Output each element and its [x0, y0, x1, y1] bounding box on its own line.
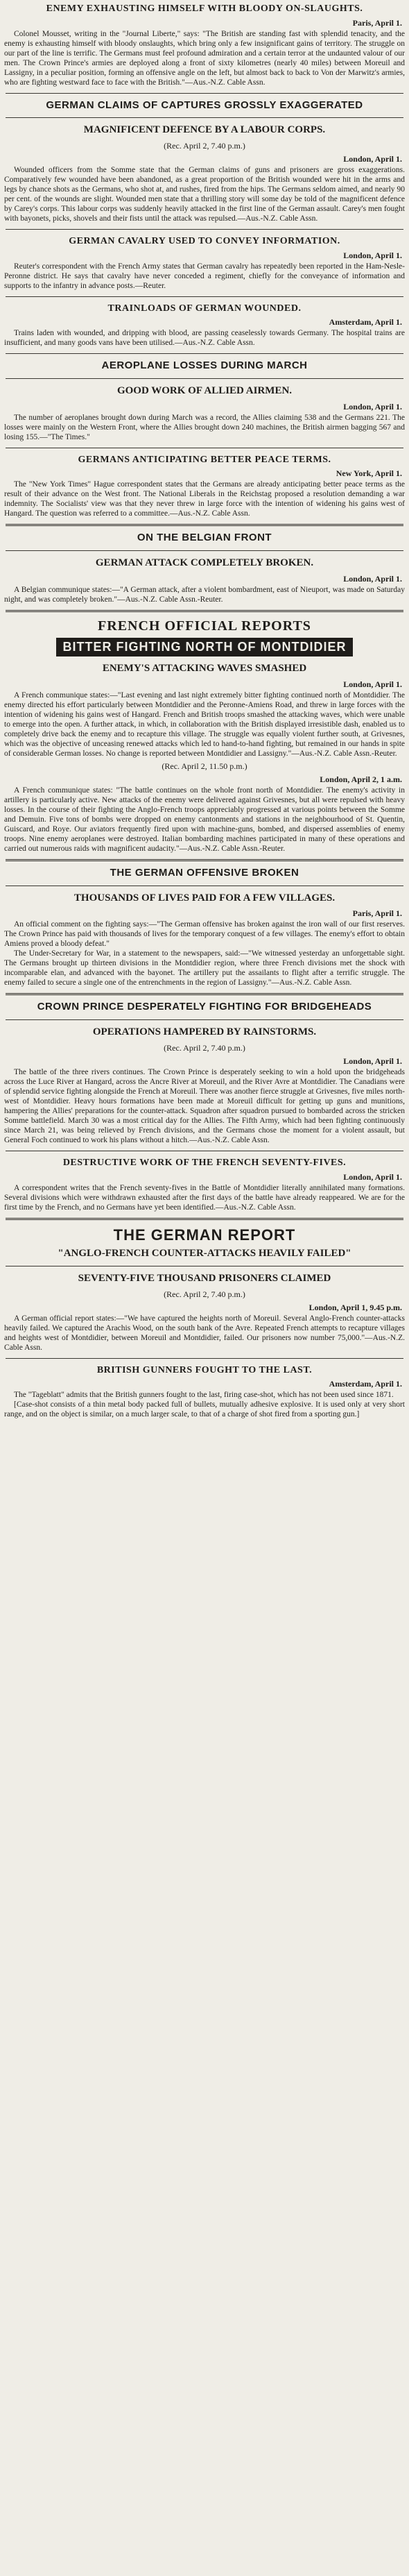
column-rule	[6, 353, 403, 354]
article-paragraph: Colonel Mousset, writing in the "Journal Liberte," says: "The British are standing fast with splendid tenacity, and the enemy is exhausting himself with bloody onslaughts, which bring only a few insignificant gains of territory. The struggle on our part of the line is terrific. The Germans must feel profound admiration and a certain terror at the undaunted valour of our men. The Crown Prince's armies are deployed along a front of sixty kilometres (nearly 40 miles) between Moreuil and Lassigny, in a peculiar position, forming an offensive angle on the left, but almost back to back to Von der Marwitz's armies, who are fighting westward face to face with the British."—Aus.-N.Z. Cable Assn.	[4, 29, 405, 87]
article-headline: THE GERMAN REPORT	[113, 1226, 296, 1244]
article-belgian-front	[4, 532, 405, 604]
column-rule	[6, 610, 403, 612]
article-crown-prince	[4, 1001, 405, 1145]
column-rule	[6, 1019, 403, 1020]
article-dateline: London, April 1.	[343, 401, 402, 412]
article-dateline: London, April 1.	[343, 573, 402, 584]
article-paragraph: The "New York Times" Hague correspondent states that the Germans are already anticipating better peace terms as the result of their advance on the West front. The National Liberals in the Reichstag proposed a resolution demanding a war indemnity. The Socialists' view was that they never threw in large force with the intention of widening his gains west of Hangard. The question was referred to a committee.—Aus.-N.Z. Cable Assn.	[4, 480, 405, 518]
article-peace-terms	[4, 454, 405, 519]
article-paragraph: The Under-Secretary for War, in a statement to the newspapers, said:—"We witnessed yesterday an unforgettable sight. The Germans brought up thirteen divisions in the Montdidier region, where three French divisions met the shock with incomparable elan, and advanced with the bayonet. The artillery put the assailants to flight after a terrific struggle. The enemy failed to secure a single one of the entrenchments in the region of Lassigny."—Aus.-N.Z. Cable Assn.	[4, 949, 405, 988]
article-headline: TRAINLOADS OF GERMAN WOUNDED.	[107, 303, 302, 314]
column-rule	[6, 1218, 403, 1220]
received-time: (Rec. April 2, 7.40 p.m.)	[164, 141, 245, 151]
article-dateline: Paris, April 1.	[352, 908, 402, 919]
article-headline: DESTRUCTIVE WORK OF THE FRENCH SEVENTY-FIVES.	[62, 1158, 347, 1169]
article-paragraph: Reuter's correspondent with the French Army states that German cavalry has repeatedly been reported in the Ham-Nesle-Peronne district. He says that cavalry have never conceded a regiment, chiefly for the conveyance of information and supports to the infantry in advance posts.—Reuter.	[4, 262, 405, 290]
article-headline: THE GERMAN OFFENSIVE BROKEN	[110, 866, 299, 879]
column-rule	[6, 378, 403, 379]
article-dateline: London, April 1.	[343, 250, 402, 260]
column-rule	[6, 117, 403, 118]
article-enemy-exhausting	[4, 3, 405, 87]
article-dateline: London, April 1.	[343, 1171, 402, 1182]
article-headline: GERMAN CAVALRY USED TO CONVEY INFORMATION.	[69, 236, 340, 247]
article-headline: ENEMY EXHAUSTING HIMSELF WITH BLOODY ON-SLAUGHTS.	[46, 3, 363, 14]
article-subheadline: "ANGLO-FRENCH COUNTER-ATTACKS HEAVILY FAILED"	[58, 1248, 351, 1260]
column-rule	[6, 550, 403, 551]
article-dateline: Paris, April 1.	[352, 17, 402, 28]
article-paragraph: A German official report states:—"We have captured the heights north of Moreuil. Several Anglo-French counter-attacks heavily failed. We captured the Arachis Wood, on the south bank of the Avre. Repeated French attempts to recapture villages and heights west of Montdidier, between Moreuil and Montdidier, failed. Our prisoners now number 75,000."—Aus.-N.Z. Cable Assn.	[4, 1314, 405, 1352]
article-headline: CROWN PRINCE DESPERATELY FIGHTING FOR BRIDGEHEADS	[37, 1001, 372, 1013]
article-headline: ON THE BELGIAN FRONT	[137, 532, 272, 544]
article-paragraph: A French communique states: "The battle continues on the whole front north of Montdidier. The enemy's activity in artillery is particularly active. New attacks of the enemy were delivered against Grivesnes, but all were repulsed with heavy losses. In the course of their fighting the Anglo-French troops appreciably progressed at various points between the Somme and Demuin. Five tons of bombs were dropped on enemy cantonments and stations in the neighbourhood of St. Quentin, Guiscard, and Roye. Our aviators frequently fired upon with machine-guns, bombed, and dispersed assemblies of enemy troops. Nine enemy aeroplanes were destroyed. Italian bombarding machines participated in many of these operations and carried out numerous raids with magnificent audacity."—Aus.-N.Z. Cable Assn.-Reuter.	[4, 786, 405, 853]
article-offensive-broken	[4, 867, 405, 988]
article-subheadline-secondary: SEVENTY-FIVE THOUSAND PRISONERS CLAIMED	[78, 1272, 331, 1284]
article-dateline: Amsterdam, April 1.	[329, 1379, 402, 1389]
article-paragraph: A French communique states:—"Last evening and last night extremely bitter fighting continued north of Montdidier. The enemy directed his effort particularly between Montdidier and the Peronne-Amiens Road, and threw in large forces with the intention of widening his gains west of Hangard. French and British troops smashed the attacking waves, which were unable to emerge into the open. A further attack, in which, in collaboration with the British displayed irresistible dash, enabled us to completely drive back the enemy and to recapture this village. The struggle was equally violent further south, at Grivesnes, which was the objective of unceasing renewed attacks which led to hand-to-hand fighting, but remained in our hands in spite of considerable German losses. No change is reported between Montdidier and Lassigny."—Aus.-N.Z. Cable Assn.-Reuter.	[4, 690, 405, 758]
article-dateline: London, April 1, 9.45 p.m.	[308, 1302, 402, 1312]
article-subheadline: ENEMY'S ATTACKING WAVES SMASHED	[102, 662, 307, 674]
article-dateline: London, April 2, 1 a.m.	[320, 774, 402, 784]
article-subheadline: GOOD WORK OF ALLIED AIRMEN.	[116, 385, 293, 397]
article-trainloads	[4, 303, 405, 348]
article-paragraph: A Belgian communique states:—"A German attack, after a violent bombardment, east of Nieuport, was made on Saturday night, and was completely broken."—Aus.-N.Z. Cable Assn.-Reuter.	[4, 585, 405, 604]
article-paragraph: [Case-shot consists of a thin metal body packed full of bullets, mutually adhesive explosive. It is used only at very short range, and on the object is similar, on a much larger scale, to that of a charge of shot fired from a sporting gun.]	[4, 1400, 405, 1419]
column-rule	[6, 93, 403, 94]
article-paragraph: Wounded officers from the Somme state that the German claims of guns and prisoners are gross exaggerations. Comparatively few wounded have been abandoned, as a great proportion of the British wounded were hit in the arms and legs by chance shots as the Germans, who shot at, and rushes, fired from the hips. The Germans seldom aimed, and nearly 90 per cent. of the wounds are slight. Wounded men state that a thrilling story will some day be told of the magnificent defence by Carey's corps. This labour corps was suddenly heavily attacked in the first line of the German assault. Carey's men fought with bayonets, picks, shovels and their fists until the attack was repulsed.—Aus.-N.Z. Cable Assn.	[4, 166, 405, 223]
article-subheadline: GERMAN ATTACK COMPLETELY BROKEN.	[95, 557, 314, 569]
column-rule	[6, 524, 403, 526]
article-dateline: Amsterdam, April 1.	[329, 317, 402, 328]
article-french-official	[4, 618, 405, 854]
article-subheadline: MAGNIFICENT DEFENCE BY A LABOUR CORPS.	[83, 124, 326, 136]
article-subheadline: OPERATIONS HAMPERED BY RAINSTORMS.	[92, 1026, 317, 1038]
article-german-cavalry	[4, 235, 405, 291]
headline-banner: BITTER FIGHTING NORTH OF MONTDIDIER	[56, 638, 354, 656]
column-rule	[6, 296, 403, 297]
article-paragraph: An official comment on the fighting says:—"The German offensive has broken against the iron wall of our first reserves. The Crown Prince has paid with thousands of lives for the temporary conquest of a few villages. The enemy's effort to obtain Amiens proved a bloody defeat."	[4, 920, 405, 949]
article-dateline: New York, April 1.	[336, 468, 402, 479]
article-headline: BRITISH GUNNERS FOUGHT TO THE LAST.	[96, 1364, 313, 1375]
article-british-gunners	[4, 1364, 405, 1420]
article-seventy-fives	[4, 1157, 405, 1212]
received-time: (Rec. April 2, 7.40 p.m.)	[164, 1289, 245, 1299]
article-headline: GERMAN CLAIMS OF CAPTURES GROSSLY EXAGGERATED	[46, 99, 363, 111]
article-headline: FRENCH OFFICIAL REPORTS	[98, 618, 311, 634]
article-dateline: London, April 1.	[343, 679, 402, 689]
column-rule	[6, 229, 403, 230]
column-rule	[6, 1358, 403, 1359]
article-headline: GERMANS ANTICIPATING BETTER PEACE TERMS.	[78, 454, 331, 465]
article-german-claims	[4, 99, 405, 224]
received-time: (Rec. April 2, 7.40 p.m.)	[164, 1042, 245, 1053]
article-headline: AEROPLANE LOSSES DURING MARCH	[101, 359, 308, 372]
article-subheadline: THOUSANDS OF LIVES PAID FOR A FEW VILLAGES.	[73, 892, 336, 904]
column-rule	[6, 993, 403, 995]
article-paragraph: The battle of the three rivers continues. The Crown Prince is desperately seeking to win a hold upon the bridgeheads across the Luce River at Hangard, across the Ancre River at Moreuil, and the River Avre at Montdidier. The Canadians were of splendid service fighting alongside the French at Moreuil. There was another fierce struggle at Grivesnes, five miles north-west of Montdidier. Heavy hours formations have been made at Moreuil difficult for getting up guns and munitions, hampering the Allies' preparations for the counter-attack. Squadron after squadron pursued to bombarded across the stricken Somme battlefield. March 30 was a most critical day for the Allies. The Fifth Army, which had been fighting continuously since March 21, was being relieved by French divisions, and the Germans chose the moment for a violent assault, but General Foch continued to work his plans without a hitch.—Aus.-N.Z. Cable Assn.	[4, 1067, 405, 1145]
article-paragraph: The number of aeroplanes brought down during March was a record, the Allies claiming 538 and the Germans 221. The losses were mainly on the Western Front, where the Allies brought down 240 machines, the British airmen bagging 567 and losing 155.—"The Times."	[4, 413, 405, 441]
article-dateline: London, April 1.	[343, 1056, 402, 1066]
article-german-report	[4, 1226, 405, 1353]
received-time: (Rec. April 2, 11.50 p.m.)	[162, 761, 247, 771]
column-rule	[6, 859, 403, 861]
article-paragraph: Trains laden with wounded, and dripping with blood, are passing ceaselessly towards Germany. The hospital trains are insufficient, and many goods vans have been utilised.—Aus.-N.Z. Cable Assn.	[4, 329, 405, 348]
article-aeroplane-losses	[4, 359, 405, 442]
article-paragraph: The "Tageblatt" admits that the British gunners fought to the last, firing case-shot, which has not been used since 1871.	[14, 1391, 394, 1400]
article-paragraph: A correspondent writes that the French seventy-fives in the Battle of Montdidier literally annihilated many formations. Several divisions which were withdrawn exhausted after the first days of the battle have already reappeared. We are for the first time by the French, and no Germans have yet been identified.—Aus.-N.Z. Cable Assn.	[4, 1183, 405, 1212]
article-dateline: London, April 1.	[343, 154, 402, 164]
